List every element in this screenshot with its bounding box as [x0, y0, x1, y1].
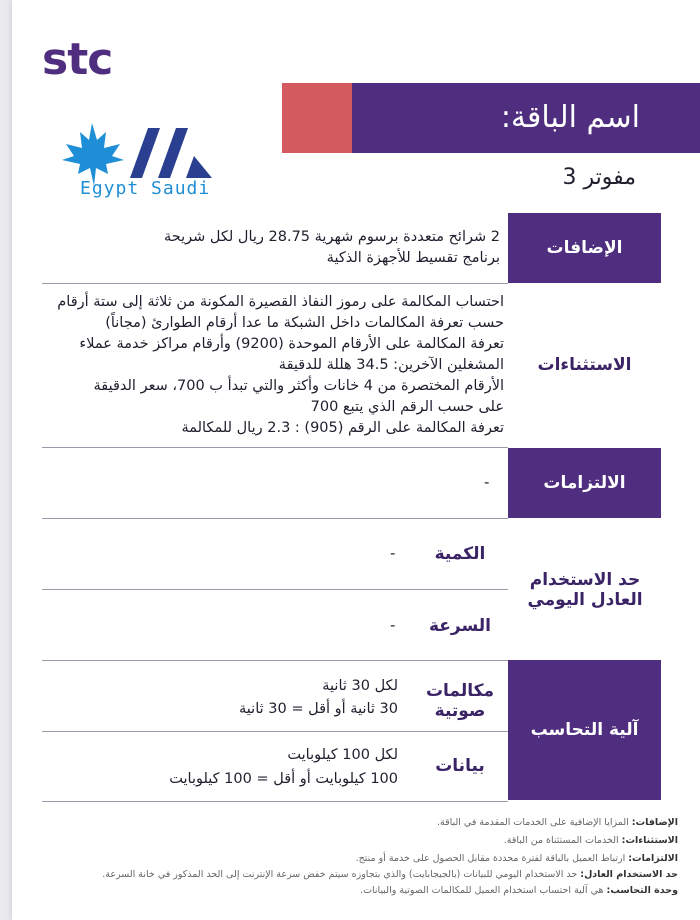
- maple-leaf-icon: [62, 123, 124, 186]
- stc-logo: stc: [42, 34, 113, 85]
- exceptions-line-3: تعرفة المكالمة على الأرقام الموحدة (9200) وأرقام مراكز خدمة عملاء: [79, 336, 504, 352]
- footnote-term: وحدة التحاسب:: [606, 885, 678, 896]
- footnote-text: المزايا الإضافية على الخدمات المقدمة في الباقة.: [436, 817, 632, 828]
- exceptions-line-7: تعرفة المكالمة على الرقم (905) : 2.3 ريال للمكالمة: [181, 420, 504, 436]
- commitments-value: -: [484, 473, 490, 491]
- footnote-2: [28, 834, 678, 848]
- row-divider: [42, 731, 508, 732]
- row-divider: [42, 283, 508, 284]
- voice-line-2: 30 ثانية أو أقل = 30 ثانية: [239, 701, 398, 717]
- footnote-3: [28, 852, 678, 866]
- additions-line-1: 2 شرائح متعددة برسوم شهرية 28.75 ريال لكل شريحة: [163, 229, 500, 245]
- footnote-term: الاستثناءات:: [621, 835, 678, 846]
- data-line-1: لكل 100 كيلوبايت: [287, 747, 398, 763]
- footnote-text: ارتباط العميل بالباقة لفترة محددة مقابل الحصول على خدمة أو منتج.: [355, 853, 629, 864]
- footnote-text: حد الاستخدام اليومي للبيانات (بالجيجابايت) والذي بتجاوزه سيتم خفض سرعة الإنترنت إلى الحد المذكور في خانة السرعة.: [102, 869, 581, 880]
- commitments-label: الالتزامات: [508, 448, 661, 518]
- exceptions-line-5: الأرقام المختصرة من 4 خانات وأكثر والتي تبدأ ب 700، سعر الدقيقة: [93, 378, 504, 394]
- exceptions-line-4: المشغلين الآخرين: 34.5 هللة للدقيقة: [278, 357, 504, 373]
- footnote-term: الالتزامات:: [628, 853, 678, 864]
- additions-label: الإضافات: [508, 213, 661, 283]
- exceptions-label: الاستثناءات: [537, 355, 632, 375]
- quantity-value: -: [390, 544, 396, 562]
- row-divider: [42, 518, 508, 519]
- page-title: اسم الباقة:: [500, 100, 640, 135]
- speed-value: -: [390, 616, 396, 634]
- data-line-2: 100 كيلوبايت أو أقل = 100 كيلوبايت: [169, 771, 398, 787]
- speed-label: السرعة: [429, 616, 492, 636]
- abstract-mark-icon: [130, 128, 212, 178]
- row-divider: [42, 589, 508, 590]
- row-divider: [42, 801, 508, 802]
- exceptions-line-6: على حسب الرقم الذي يتبع 700: [310, 399, 504, 415]
- footnote-term: الإضافات:: [631, 817, 678, 828]
- footnote-text: هي آلية احتساب استخدام العميل للمكالمات الصوتية والبيانات.: [360, 885, 607, 896]
- plan-name: مفوتر 3: [562, 165, 636, 190]
- voice-calls-label: مكالمات صوتية: [425, 681, 495, 721]
- voice-line-1: لكل 30 ثانية: [322, 678, 398, 694]
- footnote-text: الخدمات المستثناة من الباقة.: [503, 835, 622, 846]
- exceptions-line-2: حسب تعرفة المكالمات داخل الشبكة ما عدا أرقام الطوارئ (مجاناً): [105, 315, 504, 331]
- row-divider: [42, 447, 508, 448]
- watermark-text: Egypt Saudi: [80, 178, 211, 199]
- footnote-1: [28, 816, 678, 830]
- quantity-label: الكمية: [434, 544, 486, 564]
- fair-use-label: حد الاستخدام العادل اليومي: [527, 570, 643, 610]
- exceptions-line-1: احتساب المكالمة على رموز النفاذ القصيرة المكونة من ثلاثة إلى ستة أرقام: [57, 294, 504, 310]
- footnote-5: [28, 884, 678, 898]
- footnote-term: حد الاستخدام العادل:: [580, 869, 678, 880]
- row-divider: [42, 660, 508, 661]
- additions-line-2: برنامج تقسيط للأجهزة الذكية: [326, 250, 500, 266]
- billing-label: آلية التحاسب: [508, 660, 661, 800]
- page-edge: [0, 0, 12, 920]
- data-label: بيانات: [435, 756, 485, 776]
- accent-block: [282, 83, 352, 153]
- footnote-4: [28, 868, 678, 882]
